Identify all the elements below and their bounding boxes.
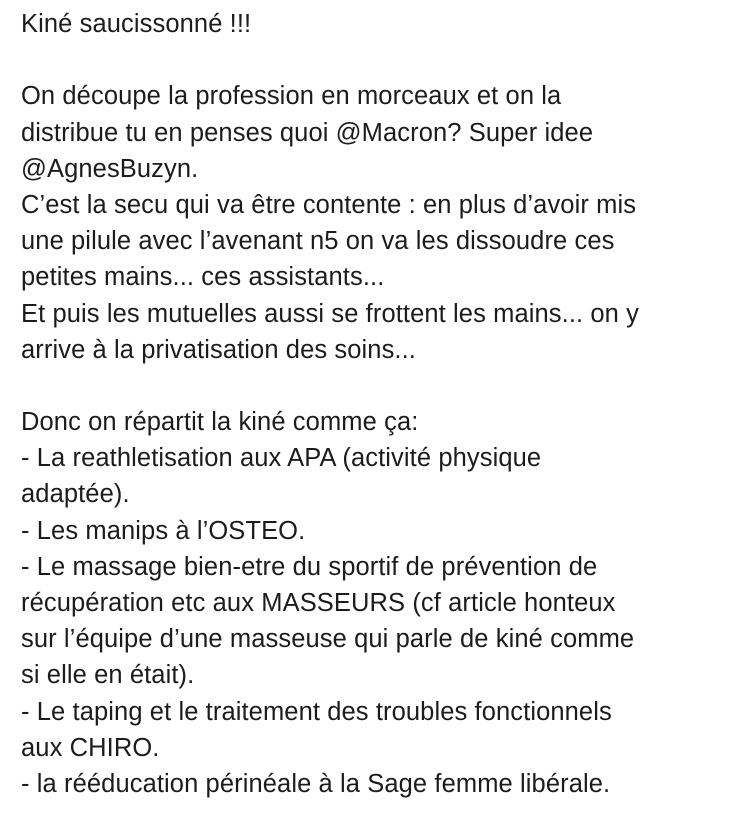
text-line: Donc on répartit la kiné comme ça: (21, 408, 419, 437)
post-body (21, 6, 741, 802)
paragraph-intro (21, 78, 741, 368)
list-item-line: sur l’équipe d’une masseuse qui parle de kiné comme (21, 625, 635, 654)
text-line: C’est la secu qui va être contente : en plus d’avoir mis (21, 190, 637, 219)
list-item-line: aux CHIRO. (21, 733, 160, 762)
post-title: Kiné saucissonné !!! (21, 10, 252, 38)
list-item-line: - Le massage bien-etre du sportif de prévention de (21, 552, 598, 581)
paragraph-list (21, 404, 741, 802)
text-line: petites mains... ces assistants... (21, 263, 385, 292)
paragraph-spacer (21, 368, 741, 404)
paragraph-spacer (21, 42, 741, 78)
list-item-line: adaptée). (21, 480, 130, 509)
text-line: une pilule avec l’avenant n5 on va les dissoudre ces (21, 227, 615, 256)
list-item-line: - Les manips à l’OSTEO. (21, 516, 306, 545)
list-item-line: récupération etc aux MASSEURS (cf article honteux (21, 589, 616, 617)
list-item-line: - la rééducation périnéale à la Sage femme libérale. (21, 769, 611, 798)
text-line: distribue tu en penses quoi @Macron? Super idee (21, 118, 594, 147)
list-item-line: si elle en était). (21, 661, 195, 690)
text-line: Et puis les mutuelles aussi se frottent les mains... on y (21, 299, 639, 328)
text-line: arrive à la privatisation des soins... (21, 335, 416, 364)
text-line: @AgnesBuzyn. (21, 154, 199, 183)
list-item-line: - La reathletisation aux APA (activité physique (21, 444, 542, 473)
list-item-line: - Le taping et le traitement des troubles fonctionnels (21, 697, 612, 726)
text-line: On découpe la profession en morceaux et on la (21, 82, 562, 111)
